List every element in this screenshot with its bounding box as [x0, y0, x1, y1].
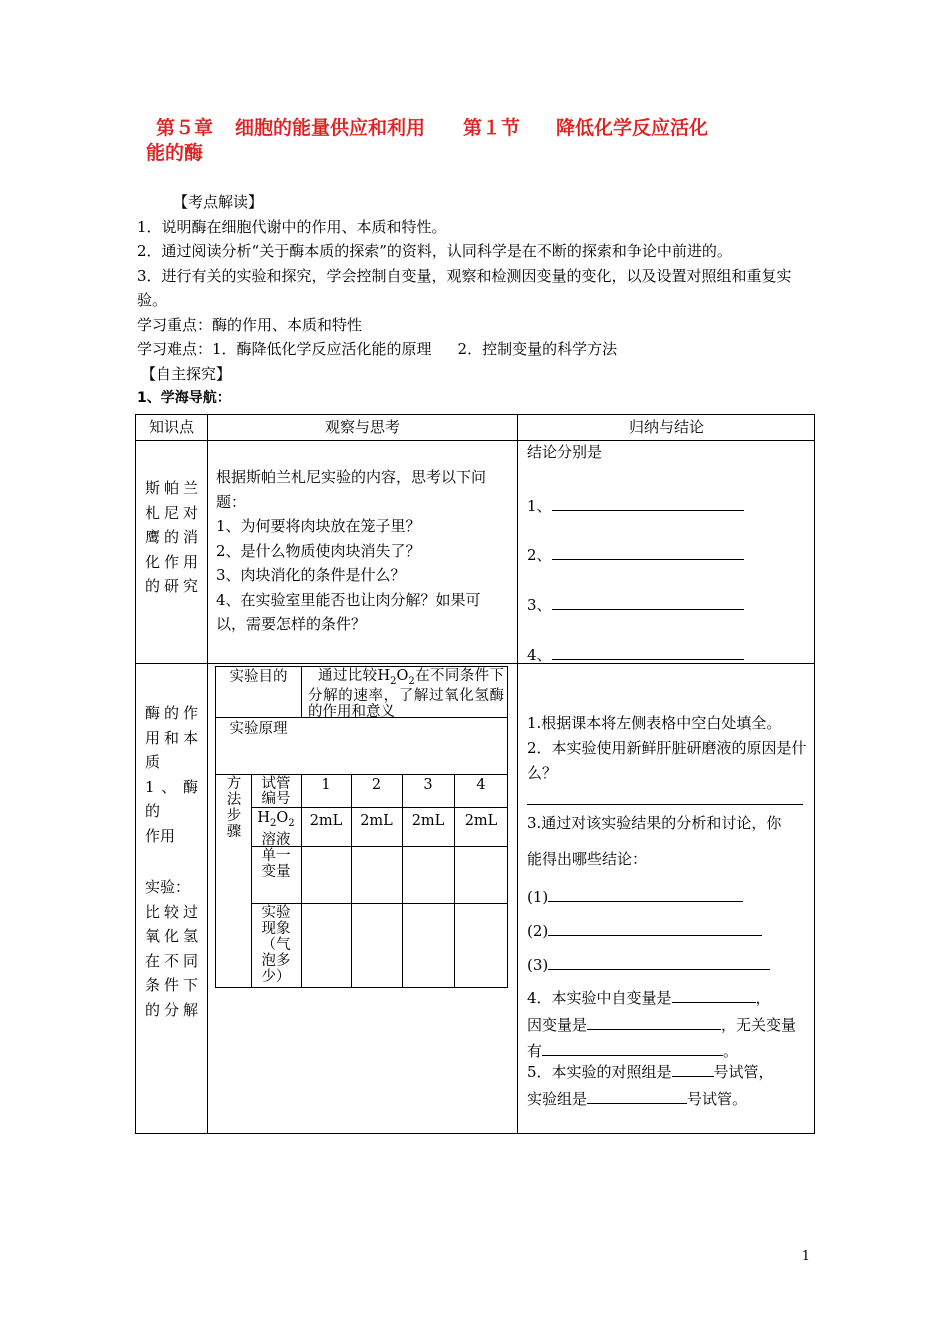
q3-answer-3 — [527, 951, 809, 978]
inner-divider — [251, 807, 507, 808]
q4-text: 有 — [527, 1042, 543, 1060]
h2o2-value-2: 2mL — [360, 813, 393, 829]
q5-text: 实验组是 — [527, 1089, 588, 1108]
inner-divider — [216, 774, 507, 775]
tube-number-3: 3 — [423, 777, 433, 793]
row2-topic-line: 作用 — [145, 826, 176, 845]
inner-divider — [251, 903, 507, 904]
purpose-text — [308, 669, 504, 720]
difficulty-1: 学习难点：1．酶降低化学反应活化能的原理 — [137, 340, 432, 358]
h2o2-formula — [251, 810, 301, 832]
kaodian-heading: 【考点解读】 — [173, 193, 264, 211]
single-variable-label — [251, 848, 301, 880]
row2-topic-line: 1、酶的 — [145, 777, 198, 820]
tube-number-4: 4 — [476, 777, 486, 793]
answer-blank[interactable] — [552, 591, 744, 610]
purpose-text-o: O — [396, 668, 409, 684]
h2o2-label — [251, 810, 301, 848]
objective-3: 3．进行有关的实验和探究，学会控制自变量，观察和检测因变量的变化，以及设置对照组和重复实验。 — [137, 266, 792, 309]
answer-blank[interactable] — [552, 492, 744, 511]
observe-question-4: 4、在实验室里能否也让肉分解？如果可以，需要怎样的条件？ — [216, 590, 481, 633]
study-table — [135, 414, 815, 1134]
section-name-part1: 降低化学反应活化 — [556, 117, 709, 139]
h2o2-value-4: 2mL — [464, 813, 498, 829]
zizhu-heading: 【自主探究】 — [141, 364, 232, 383]
answer-blank[interactable] — [552, 541, 744, 560]
header-topic: 知识点 — [148, 418, 194, 436]
method-char: 法 — [226, 792, 242, 808]
question-3b: 能得出哪些结论： — [527, 850, 648, 868]
purpose-sub: 2 — [408, 675, 415, 687]
q5-text: 号试管。 — [687, 1089, 748, 1108]
objective-1: 1．说明酶在细胞代谢中的作用、本质和特性。 — [137, 217, 447, 236]
tube-label — [251, 777, 301, 807]
tube-label-line: 编号 — [261, 791, 291, 807]
method-char: 骤 — [226, 824, 242, 840]
q3-label: (3) — [527, 956, 549, 974]
inner-vdivider — [301, 667, 302, 717]
answer-blank[interactable] — [672, 1058, 714, 1077]
purpose-text-b: 在不同条件下分解的速率，了解过氧化氢酶的作用和意义 — [308, 668, 505, 720]
tube-label-line: 试管 — [261, 776, 291, 792]
method-char: 方 — [226, 776, 242, 792]
answer-blank[interactable] — [527, 804, 803, 805]
inner-vdivider — [351, 774, 352, 987]
conclusion-label: 1、 — [527, 497, 552, 515]
q4-text: ，无关变量 — [721, 1015, 797, 1034]
col-divider-2 — [517, 415, 518, 1133]
chapter-number: 第５章 — [156, 117, 214, 139]
q4-text: 4．本实验中自变量是 — [527, 989, 672, 1007]
h2o2-sub: 2 — [288, 817, 295, 829]
section-number: 第１节 — [463, 117, 521, 139]
conclusion-label: 2、 — [527, 546, 552, 564]
experiment-table — [215, 666, 508, 988]
experiment-topic-line: 氧化氢 — [145, 927, 198, 945]
h2o2-solution: 溶液 — [261, 831, 291, 848]
answer-blank[interactable] — [548, 883, 743, 902]
question-2: 2．本实验使用新鲜肝脏研磨液的原因是什么？ — [527, 739, 807, 782]
chapter-name: 细胞的能量供应和利用 — [235, 117, 426, 139]
h2o2-o: O — [276, 810, 289, 826]
conclusion-label: 4、 — [527, 646, 552, 664]
answer-blank[interactable] — [552, 641, 744, 660]
experiment-topic-line: 实验： — [145, 878, 191, 896]
h2o2-value-1: 2mL — [309, 813, 343, 829]
single-variable-line: 变量 — [261, 864, 291, 880]
q3-answer-1 — [527, 883, 809, 910]
conclusion-2 — [527, 541, 807, 568]
h2o2-h: H — [257, 810, 270, 826]
observe-question-2: 2、是什么物质使肉块消失了？ — [216, 541, 421, 560]
purpose-text-a: 通过比较H — [318, 668, 391, 684]
q4-text: 。 — [723, 1042, 739, 1060]
col-divider-1 — [207, 415, 208, 1133]
section-name-part2: 能的酶 — [146, 142, 204, 164]
xuehai-heading: 1、学海导航： — [137, 390, 231, 406]
conclusion-1 — [527, 492, 807, 519]
purpose-sub: 2 — [390, 675, 397, 687]
question-4 — [527, 984, 813, 1064]
difficulty-2: 2．控制变量的科学方法 — [457, 340, 618, 358]
phenomenon-line: （气 — [261, 937, 291, 953]
principle-label: 实验原理 — [229, 721, 288, 737]
experiment-topic-line: 比较过 — [145, 902, 198, 921]
experiment-topic-line: 在不同 — [145, 951, 198, 970]
conclusion-label: 3、 — [527, 596, 552, 614]
inner-vdivider — [402, 774, 403, 987]
observe-question-1: 1、为何要将肉块放在笼子里？ — [216, 517, 421, 535]
answer-blank[interactable] — [548, 951, 770, 970]
experiment-topic-line: 的分解 — [145, 1000, 198, 1019]
question-3a: 3.通过对该实验结果的分析和讨论，你 — [527, 814, 782, 832]
q3-answer-2 — [527, 917, 809, 944]
question-5 — [527, 1058, 813, 1111]
inner-vdivider — [454, 774, 455, 987]
q5-text: 号试管， — [713, 1063, 774, 1081]
row1-topic-line: 鹰的消 — [145, 528, 198, 546]
intro-section — [137, 190, 817, 411]
q4-text: 因变量是 — [527, 1015, 588, 1034]
purpose-label: 实验目的 — [229, 669, 288, 685]
single-variable-line: 单一 — [261, 848, 291, 864]
inner-vdivider — [301, 774, 302, 987]
objective-2: 2．通过阅读分析“关于酶本质的探索”的资料，认同科学是在不断的探索和争论中前进的。 — [137, 242, 732, 260]
row2-topic-line: 质 — [145, 753, 161, 771]
h2o2-sub: 2 — [270, 817, 277, 829]
row2-topic-line: 酶的作 — [145, 704, 198, 722]
method-char: 步 — [226, 808, 242, 824]
phenomenon-line: 泡多 — [261, 953, 291, 969]
q4-text: ， — [755, 989, 771, 1007]
answer-blank[interactable] — [672, 984, 756, 1003]
tube-number-2: 2 — [371, 777, 382, 793]
q3-label: (1) — [527, 888, 549, 906]
question-1: 1.根据课本将左侧表格中空白处填全。 — [527, 714, 782, 732]
row1-topic-line: 斯帕兰 — [145, 479, 198, 497]
page-title — [146, 116, 816, 166]
row1-conclude-title: 结论分别是 — [527, 443, 603, 461]
answer-blank[interactable] — [587, 1085, 687, 1104]
row2-topic — [145, 701, 198, 848]
difficulties — [137, 337, 817, 362]
observe-intro: 根据斯帕兰札尼实验的内容，思考以下问题： — [216, 468, 487, 511]
header-conclude: 归纳与结论 — [628, 418, 704, 436]
phenomenon-line: 现象 — [261, 921, 291, 937]
method-label — [218, 776, 250, 840]
answer-blank[interactable] — [548, 917, 762, 936]
observe-question-3: 3、肉块消化的条件是什么？ — [216, 566, 406, 584]
header-observe: 观察与思考 — [324, 418, 400, 436]
conclusion-3 — [527, 591, 807, 618]
row1-topic-line: 札尼对 — [145, 503, 198, 522]
row1-topic — [145, 476, 198, 599]
phenomenon-line: 少） — [261, 969, 291, 985]
row1-topic-line: 的研究 — [145, 577, 198, 595]
phenomenon-label — [251, 905, 301, 985]
h2o2-value-3: 2mL — [411, 813, 445, 829]
experiment-topic-line: 条件下 — [145, 976, 198, 994]
row1-observe — [216, 465, 510, 637]
phenomenon-line: 实验 — [261, 905, 291, 921]
q3-label: (2) — [527, 922, 549, 940]
conclusion-4 — [527, 641, 807, 668]
answer-blank[interactable] — [587, 1011, 721, 1030]
row2-topic-line: 用和本 — [145, 728, 198, 747]
page-number: 1 — [801, 1249, 810, 1264]
answer-blank[interactable] — [542, 1037, 723, 1056]
row1-topic-line: 化作用 — [145, 552, 198, 571]
tube-number-1: 1 — [321, 777, 331, 793]
q5-text: 5．本实验的对照组是 — [527, 1063, 672, 1081]
row2-experiment-topic — [145, 875, 198, 1022]
key-points: 学习重点：酶的作用、本质和特性 — [137, 315, 363, 334]
